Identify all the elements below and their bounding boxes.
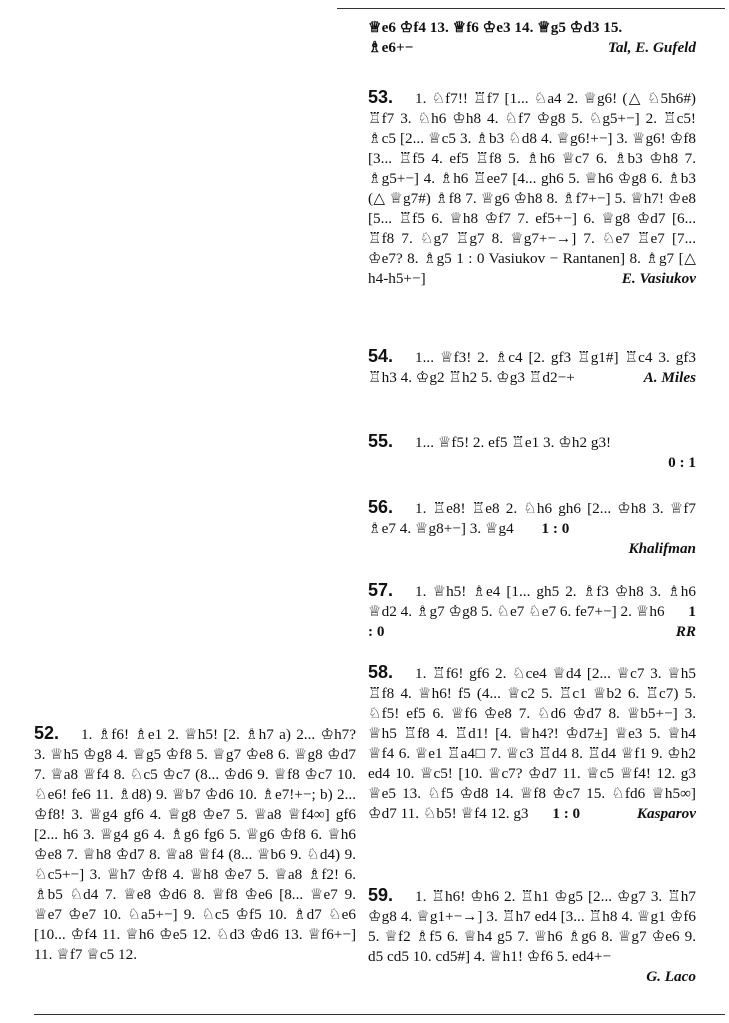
attribution: G. Laco [646, 968, 696, 985]
result: 1 : 0 [541, 520, 570, 537]
continuation-line-1: ♕e6 ♔f4 13. ♕f6 ♔e3 14. ♕g5 ♔d3 15. [368, 19, 623, 36]
solution-text: 1. ♗f6! ♗e1 2. ♕h5! [2. ♗h7 a) 2... ♔h7? 3. ♕h5 ♔g8 4. ♕g5 ♔f8 5. ♕g7 ♔e8 6. ♕g8 ♔d7 7. ♕a8 ♕f4 8. ♘c5 ♔c7 (8... ♔d6 9. ♕f8 ♔c7 10. ♘e6! fe6 11. ♗d8) 9. ♕b7 ♔d6 10. ♗e7!+−; b) 2... ♔f8! 3. ♕g4 gf6 4. ♕g8 ♔e7 5. ♕a8 ♕f4∞] gf6 [2... h6 3. ♕g4 g6 4. ♗g6 fg6 5. ♕g6 ♔f8 6. ♕h6 ♔e8 7. ♕h8 ♔d7 8. ♕a8 ♕f4 (8... ♕b6 9. ♘d4) 9. ♘c5+−] 3. ♕h7 ♔f8 4. ♕h8 ♔e7 5. ♕a8 ♗f2! 6. ♗b5 ♘d4 7. ♕e8 ♔d6 8. ♕f8 ♔e6 [8... ♕e7 9. ♕e7 ♔e7 10. ♘a5+−] 9. ♘c5 ♔f5 10. ♗d7 ♘e6 [10... ♔f4 11. ♕h6 ♔e5 12. ♘d3 ♔d6 13. ♕f6+−] 11. ♕f7 ♕c5 12. [34, 726, 356, 963]
bottom-rule [34, 1014, 725, 1015]
attribution: RR [675, 623, 696, 640]
solution-number: 58. [368, 662, 394, 682]
solution-text: 1. ♖e8! ♖e8 2. ♘h6 gh6 [2... ♔h8 3. ♕f7 ♗e7 4. ♕g8+−] 3. ♕g4 [368, 500, 696, 537]
solution-52 [34, 723, 356, 965]
attribution: Khalifman [628, 540, 696, 557]
solution-number: 56. [368, 497, 394, 517]
solution-text: 1. ♕h5! ♗e4 [1... gh5 2. ♗f3 ♔h8 3. ♗h6 ♕d2 4. ♗g7 ♔g8 5. ♘e7 ♘e7 6. fe7+−] 2. ♕h6 [368, 583, 696, 620]
solution-55 [368, 431, 696, 473]
solution-continuation [368, 18, 696, 58]
continuation-line-2: ♗e6+− [368, 39, 414, 56]
solution-number: 54. [368, 346, 394, 366]
solution-text: 1. ♖h6! ♔h6 2. ♖h1 ♔g5 [2... ♔g7 3. ♖h7 ♔g8 4. ♕g1+−→] 3. ♖h7 ed4 [3... ♖h8 4. ♕g1 ♔f6 5. ♕f2 ♗f5 6. ♕h4 g5 7. ♕h6 ♗g6 8. ♕g7 ♔e6 9. d5 cd5 10. cd5#] 4. ♕h1! ♔f6 5. ed4+− [368, 888, 696, 965]
attribution: Kasparov [636, 805, 696, 822]
solution-56 [368, 497, 696, 559]
solution-number: 53. [368, 87, 394, 107]
solution-58 [368, 662, 696, 824]
attribution: A. Miles [643, 369, 696, 386]
solution-text: 1... ♕f3! 2. ♗c4 [2. gf3 ♖g1#] ♖c4 3. gf3 ♖h3 4. ♔g2 ♖h2 5. ♔g3 ♖d2−+ [368, 349, 696, 386]
result: 1 : 0 [552, 805, 581, 822]
solution-59 [368, 885, 696, 987]
solution-number: 52. [34, 723, 60, 743]
result: 0 : 1 [668, 454, 696, 471]
attribution: Tal, E. Gufeld [607, 39, 696, 56]
solution-number: 57. [368, 580, 394, 600]
solution-text: 1. ♖f6! gf6 2. ♘ce4 ♕d4 [2... ♕c7 3. ♕h5 ♖f8 4. ♕h6! f5 (4... ♕c2 5. ♖c1 ♕b2 6. ♖c7) 5. ♘f5! ef5 6. ♕f6 ♔e8 7. ♘d6 ♔d7 8. ♕b5+−] 3. ♕h5 ♖f8 4. ♖d1! [4. ♕h4?! ♔d7±] ♕e3 5. ♕h4 ♕f4 6. ♕e1 ♖a4□ 7. ♕c3 ♖d4 8. ♖d4 ♕f1 9. ♔h2 ed4 10. ♕c5! [10. ♕c7? ♔d7 11. ♕c5 ♕f4! 12. g3 ♕e5 13. ♘f5 ♔d8 14. ♕f8 ♔c7 15. ♘fd6 ♕h5∞] ♔d7 11. ♘b5! ♕f4 12. g3 [368, 665, 696, 822]
top-rule [337, 8, 725, 9]
solution-number: 59. [368, 885, 394, 905]
solution-number: 55. [368, 431, 394, 451]
solution-54 [368, 346, 696, 388]
solution-57 [368, 580, 696, 642]
solution-text: 1. ♘f7!! ♖f7 [1... ♘a4 2. ♕g6! (△ ♘5h6#) ♖f7 3. ♘h6 ♔h8 4. ♘f7 ♔g8 5. ♘g5+−] 2. ♖c5! ♗c5 [2... ♕c5 3. ♗b3 ♘d8 4. ♕g6!+−] 3. ♕g6! ♔f8 [3... ♖f5 4. ef5 ♖f8 5. ♗h6 ♕c7 6. ♗b3 ♔h8 7. ♗g5+−] 4. ♗h6 ♖ee7 [4... gh6 5. ♕h6 ♔g8 6. ♗b3 (△ ♕g7#) ♗f8 7. ♕g6 ♔h8 8. ♗f7+−] 5. ♕h7! ♔e8 [5... ♖f5 6. ♕h8 ♔f7 7. ef5+−] 6. ♕g8 ♔d7 [6... ♖f8 7. ♘g7 ♖g7 8. ♕g7+−→] 7. ♘e7 ♖e7 [7... ♔e7? 8. ♗g5 1 : 0 Vasiukov − Rantanen] 8. ♗g7 [△ h4-h5+−] [368, 90, 696, 287]
solution-53 [368, 87, 696, 289]
attribution: E. Vasiukov [621, 270, 696, 287]
solution-text: 1... ♕f5! 2. ef5 ♖e1 3. ♔h2 g3! [415, 434, 612, 451]
result: 1 : 0 [368, 603, 697, 640]
